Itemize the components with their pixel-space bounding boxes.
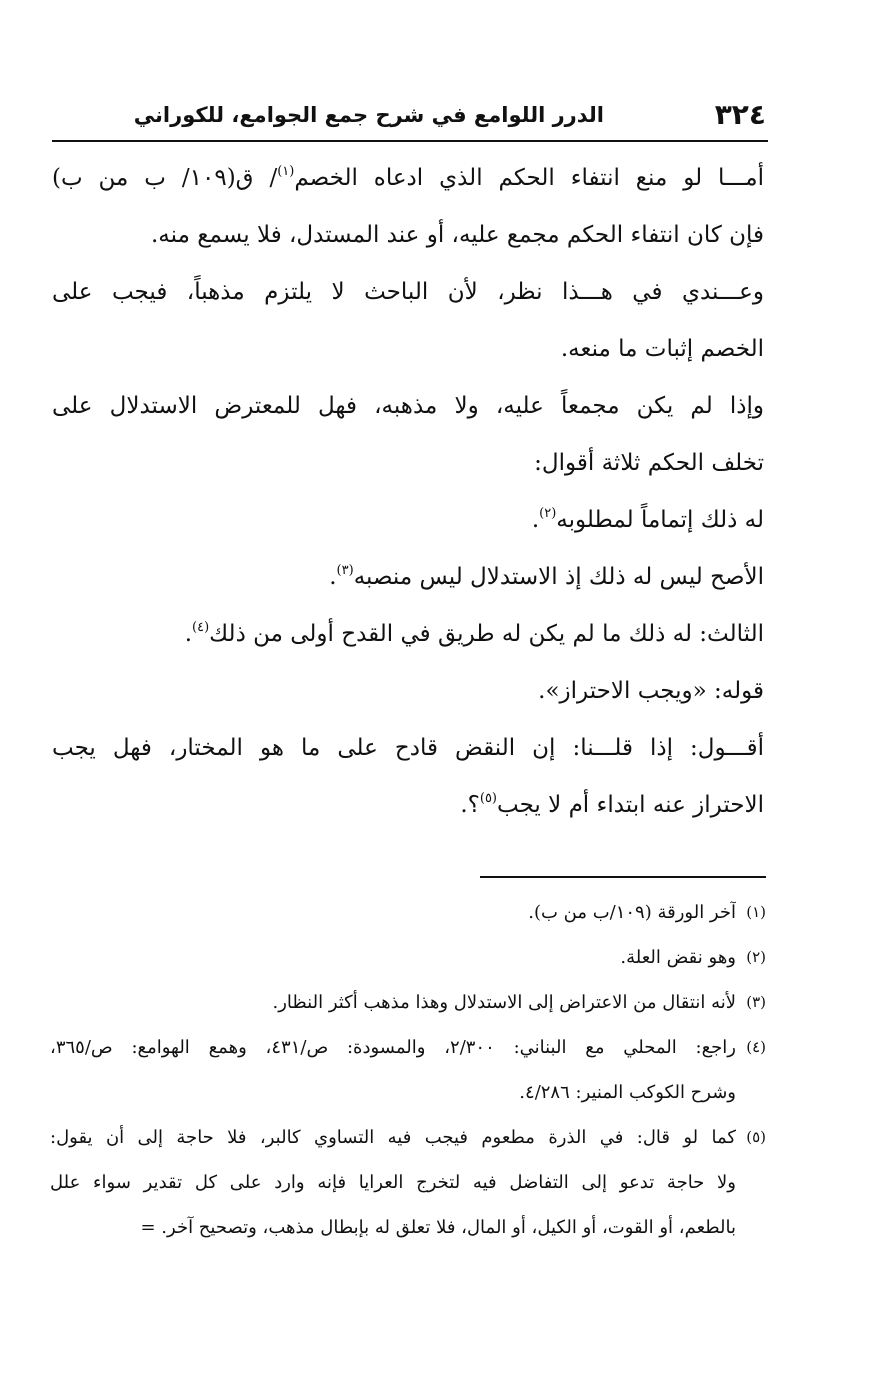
text-line: الاحتراز عنه ابتداء أم لا يجب$^{(٥)}$؟. xyxy=(460,791,764,818)
main-text xyxy=(52,150,764,834)
footnote-line: بالطعم، أو القوت، أو الكيل، أو المال، فلا تعلق له بإبطال مذهب، وتصحيح آخر. = xyxy=(140,1217,736,1238)
text-line: قوله: «ويجب الاحتراز». xyxy=(538,678,764,704)
footnote-line: لأنه انتقال من الاعتراض إلى الاستدلال وهذا مذهب أكثر النظار. xyxy=(272,992,736,1013)
footnote-line: ولا حاجة تدعو إلى التفاضل فيه لتخرج العرايا فإنه وارد على كل تقدير سواء علل xyxy=(50,1172,736,1193)
footnote-line: وهو نقض العلة. xyxy=(620,947,736,968)
footnote-line: آخر الورقة (١٠٩/ب من ب). xyxy=(528,902,736,923)
text-line: الأصح ليس له ذلك إذ الاستدلال ليس منصبه$^{(٣)}$. xyxy=(329,563,764,590)
text-line: الخصم إثبات ما منعه. xyxy=(560,336,764,362)
footnote-number: (١) xyxy=(746,903,766,921)
text-line: فإن كان انتفاء الحكم مجمع عليه، أو عند المستدل، فلا يسمع منه. xyxy=(150,222,764,248)
footnote xyxy=(50,935,766,980)
text-line: الثالث: له ذلك ما لم يكن له طريق في القدح أولى من ذلك$^{(٤)}$. xyxy=(184,620,764,647)
text-line: وإذا لم يكن مجمعاً عليه، ولا مذهبه، فهل للمعترض الاستدلال على xyxy=(52,393,764,419)
header-rule xyxy=(52,140,768,142)
text-line: أمـــا لو منع انتفاء الحكم الذي ادعاه الخصم$^{(١)}$/ ق(١٠٩/ ب من ب) xyxy=(52,164,764,191)
footnotes xyxy=(50,890,766,1250)
text-line: أقـــول: إذا قلـــنا: إن النقض قادح على ما هو المختار، فهل يجب xyxy=(52,735,764,761)
running-title: الدرر اللوامع في شرح جمع الجوامع، للكوراني xyxy=(133,103,604,127)
page-header xyxy=(52,92,766,138)
footnote-number: (٥) xyxy=(746,1128,766,1146)
footnote-line: راجع: المحلي مع البناني: ٢/٣٠٠، والمسودة: ص/٤٣١، وهمع الهوامع: ص/٣٦٥، xyxy=(50,1037,736,1058)
footnote-line: كما لو قال: في الذرة مطعوم فيجب فيه التساوي كالبر، فلا حاجة إلى أن يقول: xyxy=(50,1127,736,1148)
page-number: ٣٢٤ xyxy=(714,98,766,131)
footnote xyxy=(50,890,766,935)
footnote-number: (٢) xyxy=(746,948,766,966)
text-line: له ذلك إتماماً لمطلوبه$^{(٢)}$. xyxy=(531,506,764,533)
footnote xyxy=(50,980,766,1025)
footnote-number: (٤) xyxy=(746,1038,766,1056)
text-line: وعـــندي في هـــذا نظر، لأن الباحث لا يلتزم مذهباً، فيجب على xyxy=(52,279,764,305)
footnote-separator xyxy=(480,876,766,878)
footnote-number: (٣) xyxy=(746,993,766,1011)
footnote-line: وشرح الكوكب المنير: ٤/٢٨٦. xyxy=(519,1082,736,1103)
footnote xyxy=(50,1025,766,1115)
text-line: تخلف الحكم ثلاثة أقوال: xyxy=(534,450,764,476)
footnote xyxy=(50,1115,766,1250)
